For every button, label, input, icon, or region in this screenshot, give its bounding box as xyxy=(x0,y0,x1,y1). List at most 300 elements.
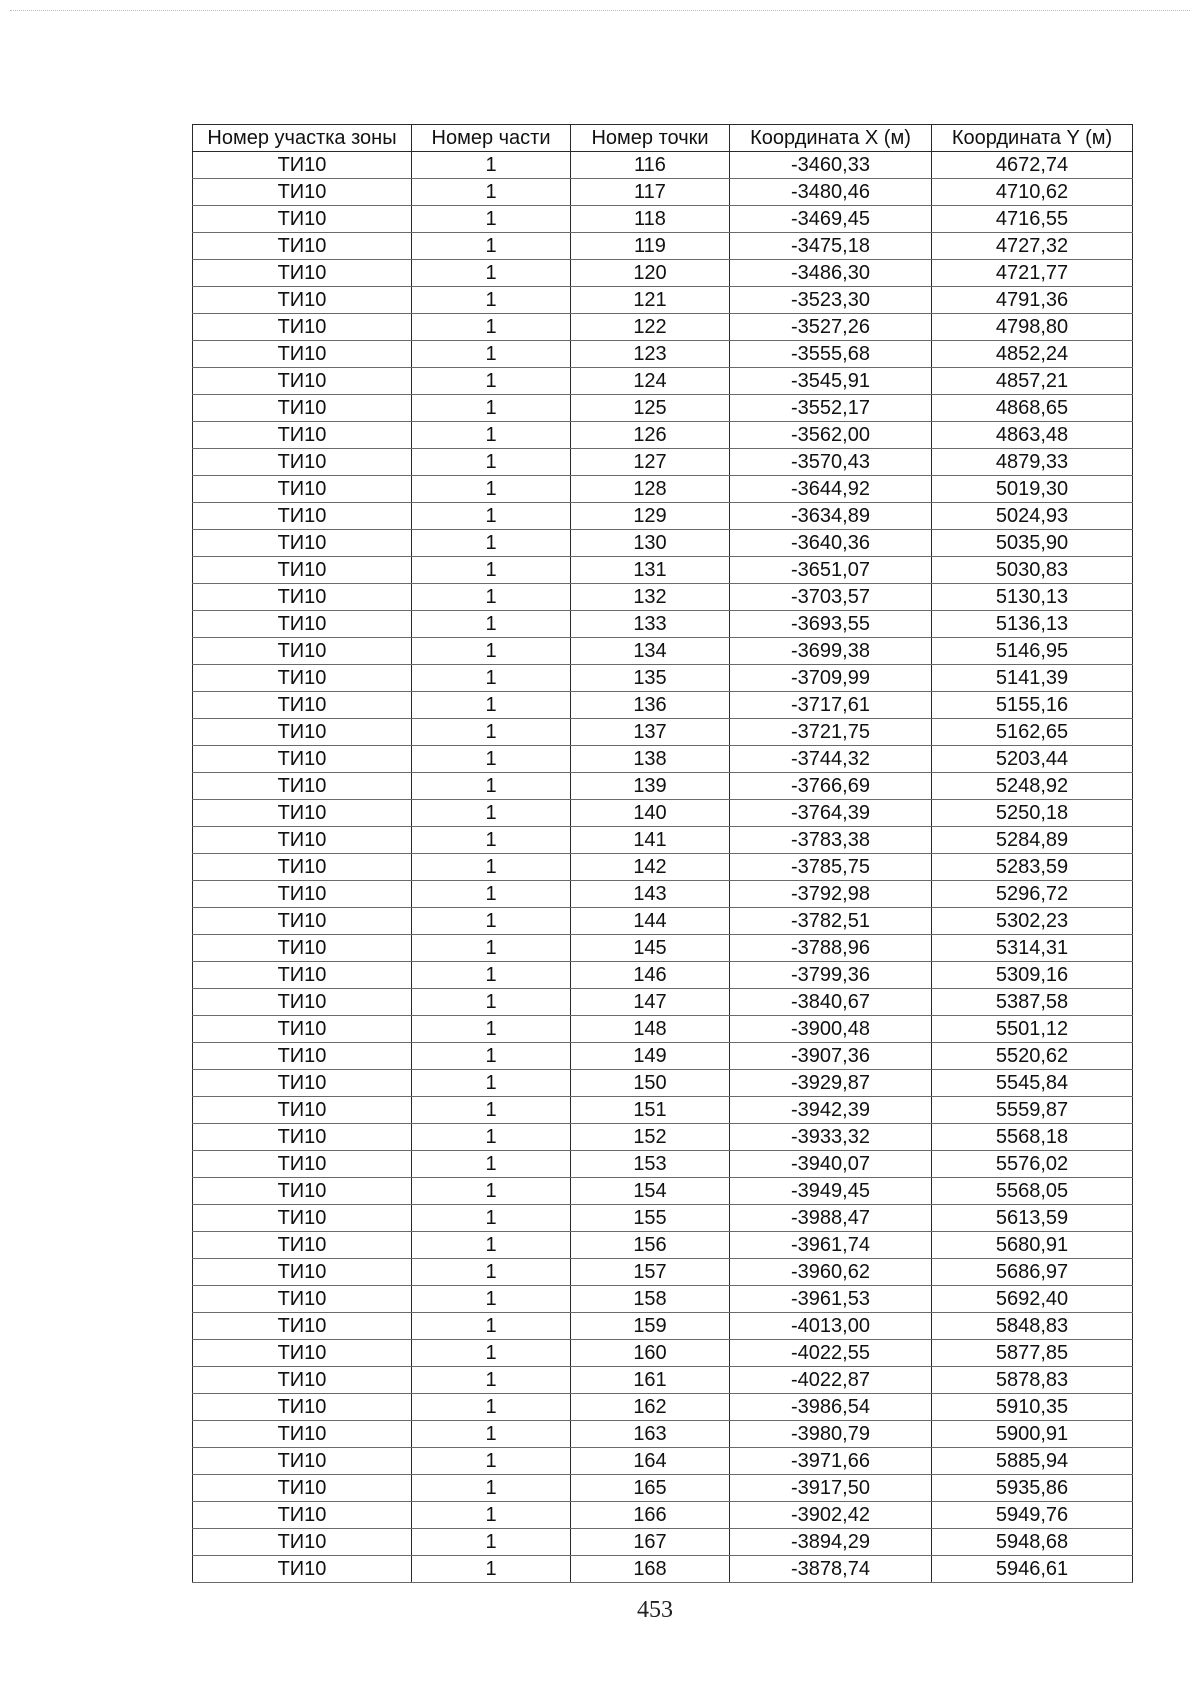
cell-point-number: 155 xyxy=(571,1205,730,1232)
cell-part-number: 1 xyxy=(412,611,571,638)
cell-coordinate-y: 5948,68 xyxy=(932,1529,1133,1556)
table-row xyxy=(193,746,1133,773)
cell-coordinate-x: -3961,53 xyxy=(730,1286,932,1313)
cell-zone-section: ТИ10 xyxy=(193,1232,412,1259)
cell-coordinate-y: 4879,33 xyxy=(932,449,1133,476)
table-row xyxy=(193,1394,1133,1421)
cell-point-number: 139 xyxy=(571,773,730,800)
cell-coordinate-x: -3527,26 xyxy=(730,314,932,341)
cell-point-number: 142 xyxy=(571,854,730,881)
cell-zone-section: ТИ10 xyxy=(193,638,412,665)
cell-part-number: 1 xyxy=(412,1043,571,1070)
table-row xyxy=(193,989,1133,1016)
table-row xyxy=(193,368,1133,395)
cell-part-number: 1 xyxy=(412,827,571,854)
cell-coordinate-y: 5877,85 xyxy=(932,1340,1133,1367)
table-row xyxy=(193,1016,1133,1043)
table-row xyxy=(193,1070,1133,1097)
cell-point-number: 146 xyxy=(571,962,730,989)
cell-zone-section: ТИ10 xyxy=(193,395,412,422)
cell-point-number: 126 xyxy=(571,422,730,449)
cell-point-number: 157 xyxy=(571,1259,730,1286)
cell-coordinate-x: -3699,38 xyxy=(730,638,932,665)
cell-part-number: 1 xyxy=(412,881,571,908)
cell-zone-section: ТИ10 xyxy=(193,854,412,881)
cell-coordinate-x: -3552,17 xyxy=(730,395,932,422)
cell-point-number: 156 xyxy=(571,1232,730,1259)
cell-part-number: 1 xyxy=(412,800,571,827)
cell-zone-section: ТИ10 xyxy=(193,422,412,449)
cell-coordinate-y: 5545,84 xyxy=(932,1070,1133,1097)
cell-part-number: 1 xyxy=(412,395,571,422)
cell-part-number: 1 xyxy=(412,179,571,206)
cell-part-number: 1 xyxy=(412,638,571,665)
cell-part-number: 1 xyxy=(412,692,571,719)
cell-point-number: 117 xyxy=(571,179,730,206)
cell-point-number: 151 xyxy=(571,1097,730,1124)
cell-zone-section: ТИ10 xyxy=(193,206,412,233)
cell-coordinate-x: -3766,69 xyxy=(730,773,932,800)
cell-part-number: 1 xyxy=(412,1205,571,1232)
table-row xyxy=(193,530,1133,557)
cell-coordinate-x: -3960,62 xyxy=(730,1259,932,1286)
cell-part-number: 1 xyxy=(412,989,571,1016)
table-row xyxy=(193,908,1133,935)
cell-point-number: 123 xyxy=(571,341,730,368)
cell-zone-section: ТИ10 xyxy=(193,1124,412,1151)
cell-part-number: 1 xyxy=(412,1556,571,1583)
table-row xyxy=(193,557,1133,584)
cell-zone-section: ТИ10 xyxy=(193,341,412,368)
cell-part-number: 1 xyxy=(412,1232,571,1259)
cell-part-number: 1 xyxy=(412,314,571,341)
table-row xyxy=(193,1340,1133,1367)
cell-coordinate-x: -3555,68 xyxy=(730,341,932,368)
cell-point-number: 141 xyxy=(571,827,730,854)
cell-part-number: 1 xyxy=(412,287,571,314)
table-body xyxy=(193,152,1133,1583)
cell-part-number: 1 xyxy=(412,476,571,503)
cell-part-number: 1 xyxy=(412,1070,571,1097)
cell-coordinate-x: -3940,07 xyxy=(730,1151,932,1178)
cell-zone-section: ТИ10 xyxy=(193,989,412,1016)
cell-zone-section: ТИ10 xyxy=(193,1394,412,1421)
cell-coordinate-y: 5910,35 xyxy=(932,1394,1133,1421)
cell-coordinate-x: -3570,43 xyxy=(730,449,932,476)
table-row xyxy=(193,854,1133,881)
cell-point-number: 154 xyxy=(571,1178,730,1205)
cell-coordinate-y: 5155,16 xyxy=(932,692,1133,719)
cell-point-number: 161 xyxy=(571,1367,730,1394)
cell-coordinate-y: 5141,39 xyxy=(932,665,1133,692)
cell-zone-section: ТИ10 xyxy=(193,368,412,395)
cell-part-number: 1 xyxy=(412,746,571,773)
cell-part-number: 1 xyxy=(412,962,571,989)
cell-coordinate-y: 5935,86 xyxy=(932,1475,1133,1502)
cell-coordinate-x: -3486,30 xyxy=(730,260,932,287)
cell-zone-section: ТИ10 xyxy=(193,827,412,854)
cell-coordinate-y: 5520,62 xyxy=(932,1043,1133,1070)
table-row xyxy=(193,692,1133,719)
header-zone-section: Номер участка зоны xyxy=(193,125,412,152)
cell-point-number: 124 xyxy=(571,368,730,395)
table-row xyxy=(193,1502,1133,1529)
table-row xyxy=(193,1313,1133,1340)
table-row xyxy=(193,287,1133,314)
table-row xyxy=(193,314,1133,341)
cell-point-number: 153 xyxy=(571,1151,730,1178)
cell-coordinate-y: 5035,90 xyxy=(932,530,1133,557)
cell-coordinate-x: -3721,75 xyxy=(730,719,932,746)
cell-part-number: 1 xyxy=(412,1421,571,1448)
cell-coordinate-y: 4710,62 xyxy=(932,179,1133,206)
cell-zone-section: ТИ10 xyxy=(193,449,412,476)
cell-point-number: 164 xyxy=(571,1448,730,1475)
cell-zone-section: ТИ10 xyxy=(193,584,412,611)
cell-coordinate-x: -3693,55 xyxy=(730,611,932,638)
cell-coordinate-x: -3949,45 xyxy=(730,1178,932,1205)
cell-zone-section: ТИ10 xyxy=(193,800,412,827)
cell-coordinate-y: 4798,80 xyxy=(932,314,1133,341)
cell-point-number: 136 xyxy=(571,692,730,719)
cell-zone-section: ТИ10 xyxy=(193,1016,412,1043)
table-row xyxy=(193,1124,1133,1151)
table-row xyxy=(193,260,1133,287)
cell-zone-section: ТИ10 xyxy=(193,881,412,908)
cell-part-number: 1 xyxy=(412,422,571,449)
table-row xyxy=(193,1286,1133,1313)
cell-point-number: 120 xyxy=(571,260,730,287)
cell-part-number: 1 xyxy=(412,854,571,881)
cell-coordinate-y: 5250,18 xyxy=(932,800,1133,827)
cell-coordinate-x: -3907,36 xyxy=(730,1043,932,1070)
cell-point-number: 131 xyxy=(571,557,730,584)
cell-coordinate-y: 5309,16 xyxy=(932,962,1133,989)
header-coordinate-y: Координата Y (м) xyxy=(932,125,1133,152)
cell-point-number: 145 xyxy=(571,935,730,962)
cell-part-number: 1 xyxy=(412,341,571,368)
cell-coordinate-y: 5203,44 xyxy=(932,746,1133,773)
cell-coordinate-x: -3523,30 xyxy=(730,287,932,314)
cell-coordinate-x: -3900,48 xyxy=(730,1016,932,1043)
cell-coordinate-y: 5302,23 xyxy=(932,908,1133,935)
cell-coordinate-x: -3929,87 xyxy=(730,1070,932,1097)
cell-coordinate-x: -3744,32 xyxy=(730,746,932,773)
cell-part-number: 1 xyxy=(412,773,571,800)
cell-coordinate-y: 4716,55 xyxy=(932,206,1133,233)
table-row xyxy=(193,827,1133,854)
cell-coordinate-x: -3475,18 xyxy=(730,233,932,260)
cell-coordinate-y: 5885,94 xyxy=(932,1448,1133,1475)
header-point-number: Номер точки xyxy=(571,125,730,152)
cell-point-number: 158 xyxy=(571,1286,730,1313)
cell-coordinate-x: -3902,42 xyxy=(730,1502,932,1529)
table-row xyxy=(193,584,1133,611)
header-part-number: Номер части xyxy=(412,125,571,152)
cell-point-number: 128 xyxy=(571,476,730,503)
cell-zone-section: ТИ10 xyxy=(193,773,412,800)
cell-coordinate-x: -3545,91 xyxy=(730,368,932,395)
cell-point-number: 134 xyxy=(571,638,730,665)
cell-coordinate-x: -3644,92 xyxy=(730,476,932,503)
cell-point-number: 143 xyxy=(571,881,730,908)
cell-zone-section: ТИ10 xyxy=(193,1367,412,1394)
table-row xyxy=(193,1448,1133,1475)
cell-coordinate-x: -3562,00 xyxy=(730,422,932,449)
cell-coordinate-x: -3782,51 xyxy=(730,908,932,935)
cell-point-number: 144 xyxy=(571,908,730,935)
cell-coordinate-x: -3840,67 xyxy=(730,989,932,1016)
cell-part-number: 1 xyxy=(412,908,571,935)
cell-coordinate-y: 4727,32 xyxy=(932,233,1133,260)
table-row xyxy=(193,1232,1133,1259)
cell-coordinate-x: -3764,39 xyxy=(730,800,932,827)
cell-zone-section: ТИ10 xyxy=(193,611,412,638)
cell-part-number: 1 xyxy=(412,503,571,530)
cell-part-number: 1 xyxy=(412,1259,571,1286)
cell-coordinate-x: -3788,96 xyxy=(730,935,932,962)
cell-coordinate-y: 5946,61 xyxy=(932,1556,1133,1583)
table-row xyxy=(193,800,1133,827)
cell-part-number: 1 xyxy=(412,1313,571,1340)
cell-coordinate-x: -3785,75 xyxy=(730,854,932,881)
cell-part-number: 1 xyxy=(412,1394,571,1421)
cell-zone-section: ТИ10 xyxy=(193,1070,412,1097)
cell-zone-section: ТИ10 xyxy=(193,1151,412,1178)
cell-coordinate-y: 5019,30 xyxy=(932,476,1133,503)
cell-coordinate-y: 5576,02 xyxy=(932,1151,1133,1178)
cell-point-number: 168 xyxy=(571,1556,730,1583)
cell-zone-section: ТИ10 xyxy=(193,1205,412,1232)
cell-point-number: 150 xyxy=(571,1070,730,1097)
cell-point-number: 135 xyxy=(571,665,730,692)
cell-point-number: 125 xyxy=(571,395,730,422)
cell-part-number: 1 xyxy=(412,1502,571,1529)
cell-coordinate-y: 5030,83 xyxy=(932,557,1133,584)
cell-coordinate-x: -3469,45 xyxy=(730,206,932,233)
cell-point-number: 159 xyxy=(571,1313,730,1340)
cell-coordinate-y: 5314,31 xyxy=(932,935,1133,962)
table-row xyxy=(193,1259,1133,1286)
cell-coordinate-y: 4852,24 xyxy=(932,341,1133,368)
cell-coordinate-x: -3961,74 xyxy=(730,1232,932,1259)
cell-point-number: 165 xyxy=(571,1475,730,1502)
cell-point-number: 121 xyxy=(571,287,730,314)
cell-zone-section: ТИ10 xyxy=(193,1502,412,1529)
cell-part-number: 1 xyxy=(412,1097,571,1124)
cell-coordinate-y: 5949,76 xyxy=(932,1502,1133,1529)
table-row xyxy=(193,1043,1133,1070)
cell-zone-section: ТИ10 xyxy=(193,314,412,341)
cell-coordinate-y: 5136,13 xyxy=(932,611,1133,638)
cell-coordinate-y: 5692,40 xyxy=(932,1286,1133,1313)
cell-zone-section: ТИ10 xyxy=(193,908,412,935)
cell-coordinate-x: -3988,47 xyxy=(730,1205,932,1232)
cell-coordinate-x: -3717,61 xyxy=(730,692,932,719)
cell-zone-section: ТИ10 xyxy=(193,1340,412,1367)
cell-coordinate-y: 5248,92 xyxy=(932,773,1133,800)
table-row xyxy=(193,665,1133,692)
cell-coordinate-x: -3980,79 xyxy=(730,1421,932,1448)
cell-zone-section: ТИ10 xyxy=(193,557,412,584)
cell-coordinate-x: -3799,36 xyxy=(730,962,932,989)
cell-zone-section: ТИ10 xyxy=(193,1529,412,1556)
cell-zone-section: ТИ10 xyxy=(193,179,412,206)
cell-coordinate-x: -3894,29 xyxy=(730,1529,932,1556)
cell-coordinate-x: -3634,89 xyxy=(730,503,932,530)
cell-part-number: 1 xyxy=(412,665,571,692)
cell-part-number: 1 xyxy=(412,1475,571,1502)
cell-point-number: 118 xyxy=(571,206,730,233)
cell-zone-section: ТИ10 xyxy=(193,962,412,989)
cell-coordinate-y: 5900,91 xyxy=(932,1421,1133,1448)
cell-point-number: 147 xyxy=(571,989,730,1016)
cell-coordinate-y: 4721,77 xyxy=(932,260,1133,287)
cell-part-number: 1 xyxy=(412,557,571,584)
cell-part-number: 1 xyxy=(412,1529,571,1556)
cell-coordinate-y: 5146,95 xyxy=(932,638,1133,665)
cell-coordinate-x: -4013,00 xyxy=(730,1313,932,1340)
cell-coordinate-y: 5283,59 xyxy=(932,854,1133,881)
table-row xyxy=(193,719,1133,746)
cell-coordinate-y: 5568,05 xyxy=(932,1178,1133,1205)
cell-zone-section: ТИ10 xyxy=(193,1259,412,1286)
cell-part-number: 1 xyxy=(412,1016,571,1043)
cell-coordinate-y: 5296,72 xyxy=(932,881,1133,908)
header-row xyxy=(193,125,1133,152)
table-row xyxy=(193,638,1133,665)
cell-coordinate-x: -4022,87 xyxy=(730,1367,932,1394)
cell-point-number: 119 xyxy=(571,233,730,260)
cell-coordinate-y: 5568,18 xyxy=(932,1124,1133,1151)
cell-zone-section: ТИ10 xyxy=(193,1286,412,1313)
cell-zone-section: ТИ10 xyxy=(193,1556,412,1583)
cell-coordinate-y: 5559,87 xyxy=(932,1097,1133,1124)
cell-point-number: 137 xyxy=(571,719,730,746)
cell-point-number: 140 xyxy=(571,800,730,827)
cell-point-number: 133 xyxy=(571,611,730,638)
cell-zone-section: ТИ10 xyxy=(193,530,412,557)
cell-coordinate-y: 5387,58 xyxy=(932,989,1133,1016)
cell-point-number: 122 xyxy=(571,314,730,341)
table-header xyxy=(193,125,1133,152)
table-row xyxy=(193,962,1133,989)
cell-coordinate-x: -3917,50 xyxy=(730,1475,932,1502)
cell-part-number: 1 xyxy=(412,530,571,557)
cell-coordinate-y: 5130,13 xyxy=(932,584,1133,611)
cell-coordinate-y: 5162,65 xyxy=(932,719,1133,746)
cell-zone-section: ТИ10 xyxy=(193,935,412,962)
cell-point-number: 116 xyxy=(571,152,730,179)
cell-part-number: 1 xyxy=(412,1367,571,1394)
cell-zone-section: ТИ10 xyxy=(193,260,412,287)
table-row xyxy=(193,503,1133,530)
cell-coordinate-y: 4863,48 xyxy=(932,422,1133,449)
cell-zone-section: ТИ10 xyxy=(193,1043,412,1070)
cell-coordinate-y: 5613,59 xyxy=(932,1205,1133,1232)
cell-coordinate-y: 4791,36 xyxy=(932,287,1133,314)
table-row xyxy=(193,206,1133,233)
cell-part-number: 1 xyxy=(412,1178,571,1205)
cell-coordinate-y: 5680,91 xyxy=(932,1232,1133,1259)
cell-zone-section: ТИ10 xyxy=(193,1421,412,1448)
cell-zone-section: ТИ10 xyxy=(193,152,412,179)
cell-coordinate-x: -3651,07 xyxy=(730,557,932,584)
cell-coordinate-x: -4022,55 xyxy=(730,1340,932,1367)
cell-coordinate-y: 5848,83 xyxy=(932,1313,1133,1340)
cell-point-number: 163 xyxy=(571,1421,730,1448)
cell-coordinate-x: -3640,36 xyxy=(730,530,932,557)
table-row xyxy=(193,1529,1133,1556)
table-row xyxy=(193,476,1133,503)
table-row xyxy=(193,341,1133,368)
cell-point-number: 152 xyxy=(571,1124,730,1151)
cell-point-number: 149 xyxy=(571,1043,730,1070)
cell-part-number: 1 xyxy=(412,368,571,395)
cell-coordinate-x: -3792,98 xyxy=(730,881,932,908)
header-coordinate-x: Координата X (м) xyxy=(730,125,932,152)
cell-point-number: 160 xyxy=(571,1340,730,1367)
cell-zone-section: ТИ10 xyxy=(193,746,412,773)
cell-zone-section: ТИ10 xyxy=(193,1313,412,1340)
table-row xyxy=(193,1205,1133,1232)
table-row xyxy=(193,773,1133,800)
cell-zone-section: ТИ10 xyxy=(193,476,412,503)
cell-part-number: 1 xyxy=(412,233,571,260)
cell-point-number: 132 xyxy=(571,584,730,611)
cell-part-number: 1 xyxy=(412,206,571,233)
cell-part-number: 1 xyxy=(412,260,571,287)
cell-part-number: 1 xyxy=(412,584,571,611)
cell-point-number: 167 xyxy=(571,1529,730,1556)
cell-point-number: 148 xyxy=(571,1016,730,1043)
table-row xyxy=(193,152,1133,179)
table-row xyxy=(193,1421,1133,1448)
cell-part-number: 1 xyxy=(412,152,571,179)
cell-zone-section: ТИ10 xyxy=(193,665,412,692)
table-row xyxy=(193,233,1133,260)
cell-zone-section: ТИ10 xyxy=(193,1178,412,1205)
page-number: 453 xyxy=(637,1597,673,1623)
cell-part-number: 1 xyxy=(412,1124,571,1151)
coordinates-table xyxy=(192,124,1133,1583)
cell-part-number: 1 xyxy=(412,719,571,746)
cell-coordinate-x: -3703,57 xyxy=(730,584,932,611)
table-row xyxy=(193,1151,1133,1178)
cell-zone-section: ТИ10 xyxy=(193,503,412,530)
cell-coordinate-x: -3942,39 xyxy=(730,1097,932,1124)
cell-part-number: 1 xyxy=(412,935,571,962)
cell-coordinate-y: 4868,65 xyxy=(932,395,1133,422)
cell-zone-section: ТИ10 xyxy=(193,233,412,260)
cell-coordinate-y: 5024,93 xyxy=(932,503,1133,530)
cell-zone-section: ТИ10 xyxy=(193,1475,412,1502)
cell-coordinate-x: -3709,99 xyxy=(730,665,932,692)
cell-point-number: 127 xyxy=(571,449,730,476)
cell-part-number: 1 xyxy=(412,449,571,476)
table-row xyxy=(193,449,1133,476)
cell-coordinate-y: 5501,12 xyxy=(932,1016,1133,1043)
table-row xyxy=(193,611,1133,638)
table-row xyxy=(193,1475,1133,1502)
cell-zone-section: ТИ10 xyxy=(193,719,412,746)
cell-coordinate-x: -3783,38 xyxy=(730,827,932,854)
table-row xyxy=(193,179,1133,206)
cell-point-number: 129 xyxy=(571,503,730,530)
table-row xyxy=(193,1178,1133,1205)
cell-coordinate-y: 5878,83 xyxy=(932,1367,1133,1394)
table-row xyxy=(193,935,1133,962)
